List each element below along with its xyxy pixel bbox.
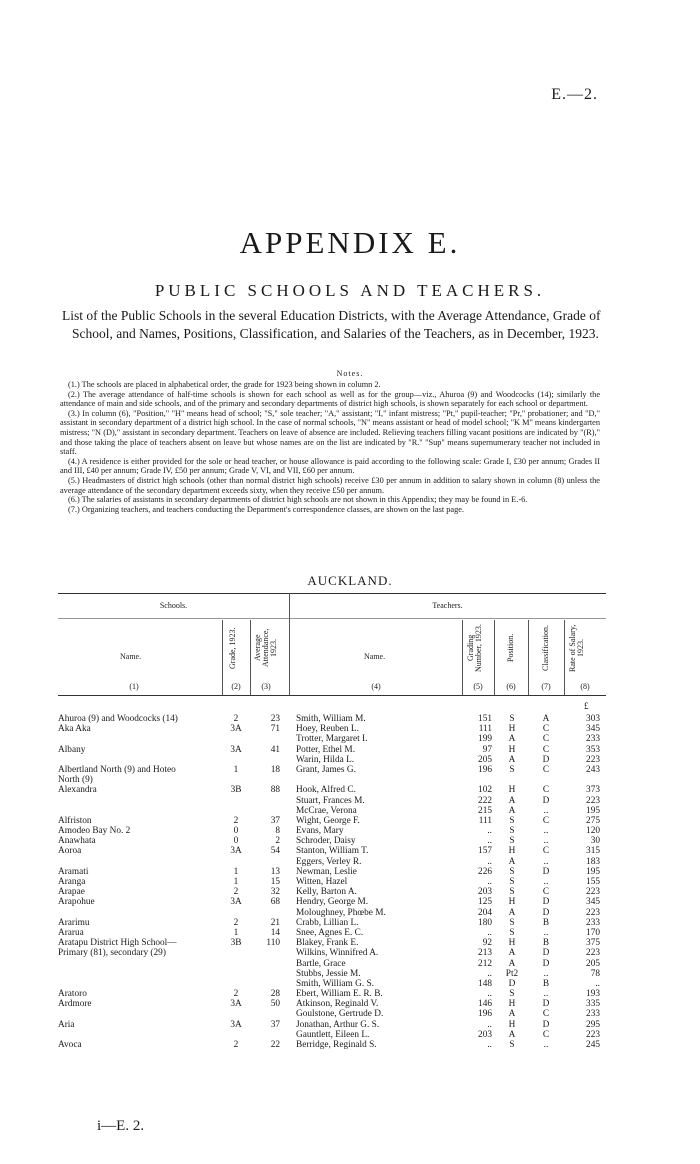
cell-sal: 223 — [586, 795, 600, 806]
cell-cls: D — [542, 754, 550, 765]
cell-grade: 3A — [230, 846, 242, 857]
cell-school: Arapohue — [58, 897, 95, 908]
cell-school: Aria — [58, 1019, 75, 1030]
cell-name: Warin, Hilda L. — [296, 754, 355, 765]
col-divider — [462, 620, 463, 695]
cell-pos: S — [509, 826, 515, 837]
cell-name: Wilkins, Winnifred A. — [296, 948, 379, 959]
cell-gn: 222 — [478, 795, 492, 806]
region-heading: AUCKLAND. — [307, 573, 393, 588]
appendix-subtitle: PUBLIC SCHOOLS AND TEACHERS. — [154, 281, 546, 300]
cell-grade: 2 — [233, 714, 239, 724]
cell-grade: 0 — [233, 836, 239, 847]
cell-cls: C — [542, 724, 550, 735]
table-row — [0, 1040, 700, 1050]
cell-school: Aratapu District High School— — [58, 938, 177, 949]
cell-pos: A — [508, 754, 516, 765]
cell-pos: A — [508, 1009, 516, 1020]
cell-sal: 223 — [586, 887, 600, 898]
cell-grade: 2 — [233, 917, 239, 928]
cell-school: Alfriston — [58, 815, 92, 826]
cell-sal: 295 — [586, 1019, 600, 1030]
cell-cls: .. — [543, 836, 549, 847]
cell-sal: 205 — [586, 958, 600, 969]
cell-name: Evans, Mary — [296, 826, 344, 837]
grading-header: Grading Number, 1923. — [466, 624, 483, 672]
cell-school: Alexandra — [58, 785, 97, 796]
group-rule — [58, 618, 606, 619]
cell-pos: A — [508, 856, 516, 867]
col-number: (6) — [506, 682, 516, 691]
cell-cls: D — [542, 999, 550, 1010]
table-row — [0, 938, 700, 948]
table-row — [0, 1020, 700, 1030]
cell-gn: 203 — [478, 887, 492, 898]
note-item: (6.) The salaries of assistants in secondary departments of district high schools are not shown in this Appendix; they may be found in E.-6. — [68, 495, 528, 505]
cell-pos: A — [508, 907, 516, 918]
table-row — [0, 959, 700, 969]
cell-att: 23 — [270, 714, 280, 724]
table-row — [0, 979, 700, 989]
cell-name: Trotter, Margaret I. — [296, 734, 368, 745]
cell-grade: 2 — [233, 989, 239, 1000]
cell-grade: 0 — [233, 826, 239, 837]
cell-cls: B — [542, 938, 550, 949]
teachers-table-body — [0, 714, 700, 1050]
cell-gn: 111 — [478, 724, 492, 735]
cell-pos: A — [508, 948, 516, 959]
cell-gn: 111 — [478, 815, 492, 826]
cell-gn: 148 — [478, 978, 492, 989]
cell-gn: .. — [487, 877, 492, 887]
position-header: Position. — [506, 633, 515, 663]
cell-school: Aoroa — [58, 846, 82, 857]
cell-att: 68 — [270, 897, 280, 908]
cell-name: Kelly, Barton A. — [296, 887, 357, 898]
cell-pos: S — [509, 764, 515, 775]
cell-gn: 205 — [478, 754, 492, 765]
table-row — [0, 806, 700, 816]
cell-sal: .. — [595, 978, 600, 989]
cell-name: Hendry, George M. — [296, 897, 369, 908]
cell-cls: .. — [543, 989, 549, 1000]
cell-att: 37 — [270, 815, 280, 826]
cell-sal: 30 — [590, 836, 600, 847]
cell-att: 37 — [270, 1019, 280, 1030]
cell-att: 50 — [270, 999, 280, 1010]
cell-sal: 243 — [586, 764, 600, 775]
cell-gn: .. — [487, 826, 492, 837]
cell-name: Smith, William G. S. — [296, 978, 374, 989]
col-divider — [528, 620, 529, 695]
table-row — [0, 765, 700, 775]
cell-cls: C — [542, 1009, 550, 1020]
col-number: (8) — [580, 682, 590, 691]
cell-gn: 204 — [478, 907, 492, 918]
cell-att: 71 — [270, 724, 280, 735]
cell-cls: C — [542, 815, 550, 826]
cell-grade: 1 — [233, 877, 239, 887]
cell-name: Blakey, Frank E. — [296, 938, 359, 949]
cell-name: Moloughney, Phœbe M. — [296, 907, 386, 918]
cell-cls: C — [542, 887, 550, 898]
cell-pos: S — [509, 927, 515, 938]
cell-cls: B — [542, 978, 550, 989]
cell-school: Primary (81), secondary (29) — [58, 948, 166, 959]
table-row — [0, 1009, 700, 1019]
notes-heading: Notes. — [336, 369, 364, 378]
table-row — [0, 816, 700, 826]
cell-gn: 199 — [478, 734, 492, 745]
cell-school: Aramati — [58, 866, 89, 877]
table-row — [0, 846, 700, 856]
cell-cls: .. — [543, 826, 549, 837]
table-row — [0, 887, 700, 897]
cell-name: Ebert, William E. R. B. — [296, 989, 383, 1000]
cell-grade: 2 — [233, 1040, 239, 1050]
cell-cls: D — [542, 1019, 550, 1030]
cell-grade: 3B — [230, 785, 242, 796]
cell-pos: S — [509, 989, 515, 1000]
cell-sal: 170 — [586, 927, 600, 938]
cell-pos: S — [509, 887, 515, 898]
cell-att: 32 — [270, 887, 280, 898]
note-item: (3.) In column (6), "Position," "H" means head of school; "S," sole teacher; "A," assistant; "I," infant mistress; "Pt," pupil-teacher; "Pr," probationer; and "D," assistant in secondary department of a district high school. In the case of normal schools, "N" means assistant or head of model school; "K M" means kindergarten mistress; "N (D)," assistant in secondary department. Teachers on leave of absence are included. Relieving teachers filling vacant positions are indicated by "(R)," and those taking the place of teachers absent on leave but whose names are on the list are indicated by "R." "Sup" means supernumerary teacher not included in staff. — [60, 408, 600, 457]
salary-header: Rate of Salary, 1923. — [568, 624, 585, 672]
cell-name: Stuart, Frances M. — [296, 795, 365, 806]
table-row — [0, 755, 700, 765]
cell-pos: S — [509, 866, 515, 877]
cell-school: Ahuroa (9) and Woodcocks (14) — [58, 714, 178, 724]
cell-att: 28 — [270, 989, 280, 1000]
cell-name: Hoey, Reuben L. — [296, 724, 359, 735]
cell-cls: .. — [543, 877, 549, 887]
teachers-group-header: Teachers. — [432, 601, 463, 610]
cell-name: Snee, Agnes E. C. — [296, 927, 364, 938]
cell-gn: 102 — [478, 785, 492, 796]
table-row — [0, 969, 700, 979]
cell-pos: H — [508, 785, 516, 796]
cell-cls: C — [542, 1029, 550, 1040]
cell-school: Ardmore — [58, 999, 92, 1010]
intro-paragraph: List of the Public Schools in the several Education Districts, with the Average Attendance, Grade of School, and Names, Positions, Classification, and Salaries of the Teachers, as in December, 1923. — [62, 308, 601, 341]
cell-sal: 345 — [586, 897, 600, 908]
col-number: (7) — [541, 682, 551, 691]
cell-gn: .. — [487, 836, 492, 847]
cell-cls: D — [542, 897, 550, 908]
cell-name: Smith, William M. — [296, 714, 366, 724]
cell-school: Albany — [58, 744, 86, 755]
cell-name: Eggers, Verley R. — [296, 856, 362, 867]
cell-grade: 3A — [230, 744, 242, 755]
cell-sal: 120 — [586, 826, 600, 837]
cell-sal: 353 — [586, 744, 600, 755]
cell-att: 21 — [270, 917, 280, 928]
table-row — [0, 857, 700, 867]
cell-cls: D — [542, 795, 550, 806]
cell-cls: C — [542, 785, 550, 796]
col-divider — [222, 620, 223, 695]
page-reference: E.—2. — [551, 86, 598, 103]
cell-sal: 193 — [586, 989, 600, 1000]
cell-sal: 233 — [586, 917, 600, 928]
cell-school: Ararua — [58, 927, 84, 938]
cell-sal: 223 — [586, 948, 600, 959]
cell-pos: S — [509, 714, 515, 724]
table-row — [0, 1030, 700, 1040]
table-row — [0, 714, 700, 724]
cell-pos: S — [509, 836, 515, 847]
cell-sal: 183 — [586, 856, 600, 867]
grade-header: Grade, 1923. — [228, 627, 237, 669]
cell-sal: 223 — [586, 1029, 600, 1040]
cell-school: Aranga — [58, 877, 86, 887]
cell-grade: 2 — [233, 815, 239, 826]
currency-symbol: £ — [584, 701, 589, 711]
cell-att: 15 — [270, 877, 280, 887]
table-row — [0, 948, 700, 958]
table-row — [0, 745, 700, 755]
cell-cls: B — [542, 917, 550, 928]
cell-att: 2 — [275, 836, 280, 847]
cell-gn: 196 — [478, 1009, 492, 1020]
cell-grade: 1 — [233, 866, 239, 877]
cell-school: Albertland North (9) and Hoteo — [58, 764, 176, 775]
cell-name: Bartle, Grace — [296, 958, 346, 969]
cell-school: Anawhata — [58, 836, 96, 847]
cell-gn: .. — [487, 968, 492, 979]
cell-cls: D — [542, 958, 550, 969]
cell-cls: C — [542, 744, 550, 755]
cell-name: Atkinson, Reginald V. — [296, 999, 379, 1010]
cell-name: Jonathan, Arthur G. S. — [296, 1019, 380, 1030]
table-row — [0, 775, 700, 785]
cell-gn: 151 — [478, 714, 492, 724]
cell-cls: .. — [543, 1040, 549, 1050]
cell-gn: .. — [487, 989, 492, 1000]
col-number: (1) — [129, 682, 139, 691]
cell-grade: 3A — [230, 999, 242, 1010]
cell-name: Hook, Alfred C. — [296, 785, 356, 796]
cell-pos: H — [508, 1019, 516, 1030]
cell-sal: 223 — [586, 754, 600, 765]
cell-grade: 3A — [230, 1019, 242, 1030]
table-row — [0, 908, 700, 918]
cell-pos: S — [509, 1040, 515, 1050]
cell-pos: S — [509, 815, 515, 826]
cell-pos: A — [508, 1029, 516, 1040]
note-item: (1.) The schools are placed in alphabetical order, the grade for 1923 being shown in column 2. — [68, 380, 381, 389]
cell-cls: A — [542, 714, 550, 724]
cell-att: 88 — [270, 785, 280, 796]
cell-name: Berridge, Reginald S. — [296, 1040, 377, 1050]
cell-gn: 226 — [478, 866, 492, 877]
col-divider — [250, 620, 251, 695]
cell-pos: A — [508, 958, 516, 969]
cell-cls: C — [542, 734, 550, 745]
cell-gn: 196 — [478, 764, 492, 775]
cell-name: Newman, Leslie — [296, 866, 357, 877]
cell-grade: 3B — [230, 938, 242, 949]
cell-sal: 245 — [586, 1040, 600, 1050]
cell-sal: 233 — [586, 1009, 600, 1020]
cell-cls: D — [542, 866, 550, 877]
cell-gn: 157 — [478, 846, 492, 857]
cell-pos: Pt2 — [505, 968, 519, 979]
cell-name: Gauntlett, Eileen L. — [296, 1029, 370, 1040]
cell-sal: 345 — [586, 724, 600, 735]
cell-att: 14 — [270, 927, 280, 938]
appendix-title: APPENDIX E. — [239, 225, 461, 260]
note-item: (7.) Organizing teachers, and teachers conducting the Department's correspondence classes, are shown on the last page. — [68, 504, 464, 514]
cell-sal: 195 — [586, 866, 600, 877]
table-row — [0, 897, 700, 907]
note-item: (4.) A residence is either provided for the sole or head teacher, or house allowance is paid according to the following scale: Grade I, £30 per annum; Grades II and III, £40 per annum; Grade IV, £50 per annum; Grade V, VI, and VII, £60 per annum. — [60, 456, 600, 476]
cell-cls: .. — [543, 927, 549, 938]
cell-pos: A — [508, 805, 516, 816]
school-name-header: Name. — [120, 652, 142, 661]
table-row — [0, 734, 700, 744]
cell-name: Goulstone, Gertrude D. — [296, 1009, 384, 1020]
cell-att: 22 — [270, 1040, 280, 1050]
header-bottom-rule — [58, 695, 606, 696]
note-item: (2.) The average attendance of half-time schools is shown for each school as well as for the group—viz., Ahuroa (9) and Woodcocks (14); similarly the attendance of main and side schools, and of the primary and secondary departments of district high schools, is shown separately for each school or department. — [60, 389, 600, 409]
cell-att: 18 — [270, 764, 280, 775]
cell-grade: 3A — [230, 724, 242, 735]
cell-name: Witten, Hazel — [296, 877, 348, 887]
cell-pos: A — [508, 734, 516, 745]
cell-cls: D — [542, 907, 550, 918]
cell-sal: 375 — [586, 938, 600, 949]
cell-pos: H — [508, 999, 516, 1010]
cell-att: 8 — [275, 826, 280, 837]
cell-cls: C — [542, 846, 550, 857]
cell-cls: D — [542, 948, 550, 959]
cell-pos: H — [508, 744, 516, 755]
cell-gn: 125 — [478, 897, 492, 908]
col-divider — [564, 620, 565, 695]
cell-pos: H — [508, 724, 516, 735]
notes-list — [60, 380, 600, 514]
cell-sal: 335 — [586, 999, 600, 1010]
cell-gn: 215 — [478, 805, 492, 816]
cell-grade: 1 — [233, 927, 239, 938]
cell-pos: H — [508, 897, 516, 908]
cell-pos: D — [508, 978, 516, 989]
cell-gn: .. — [487, 927, 492, 938]
table-row — [0, 877, 700, 887]
table-row — [0, 989, 700, 999]
table-row — [0, 796, 700, 806]
cell-school: Aka Aka — [58, 724, 91, 735]
cell-cls: C — [542, 764, 550, 775]
cell-grade: 3A — [230, 897, 242, 908]
cell-cls: .. — [543, 805, 549, 816]
schools-group-header: Schools. — [159, 601, 188, 610]
table-top-rule — [58, 593, 606, 594]
cell-name: Potter, Ethel M. — [296, 744, 356, 755]
teacher-name-header: Name. — [364, 652, 386, 661]
classification-header: Classification. — [541, 625, 550, 671]
col-number: (3) — [261, 682, 271, 691]
cell-school: Ararimu — [58, 917, 90, 928]
col-number: (4) — [371, 682, 381, 691]
cell-gn: .. — [487, 1019, 492, 1030]
cell-school: Avoca — [58, 1040, 82, 1050]
col-number: (5) — [473, 682, 483, 691]
table-row — [0, 918, 700, 928]
cell-grade: 2 — [233, 887, 239, 898]
cell-sal: 275 — [586, 815, 600, 826]
cell-sal: 78 — [590, 968, 600, 979]
cell-grade: 1 — [233, 764, 239, 775]
table-row — [0, 836, 700, 846]
cell-pos: S — [509, 877, 515, 887]
cell-name: McCrae, Verona — [296, 805, 357, 816]
cell-sal: 303 — [586, 714, 600, 724]
cell-name: Wight, George F. — [296, 815, 360, 826]
cell-sal: 373 — [586, 785, 600, 796]
cell-gn: 180 — [478, 917, 492, 928]
table-row — [0, 785, 700, 795]
cell-school: Aratoro — [58, 989, 87, 1000]
col-divider — [494, 620, 495, 695]
table-row — [0, 999, 700, 1009]
cell-gn: 203 — [478, 1029, 492, 1040]
cell-gn: 92 — [482, 938, 492, 949]
cell-sal: 233 — [586, 734, 600, 745]
cell-pos: H — [508, 938, 516, 949]
cell-att: 54 — [270, 846, 280, 857]
cell-school: North (9) — [58, 775, 93, 786]
cell-pos: A — [508, 795, 516, 806]
page-footer: i—E. 2. — [97, 1118, 145, 1134]
cell-name: Stanton, William T. — [296, 846, 369, 857]
cell-sal: 223 — [586, 907, 600, 918]
cell-gn: 212 — [478, 958, 492, 969]
cell-sal: 315 — [586, 846, 600, 857]
cell-att: 110 — [266, 938, 280, 949]
cell-gn: .. — [487, 1040, 492, 1050]
cell-school: Amodeo Bay No. 2 — [58, 826, 131, 837]
note-item: (5.) Headmasters of district high schools (other than normal district high schools) receive £30 per annum in addition to salary shown in column (8) unless the average attendance of the secondary department exceeds sixty, when they receive £50 per annum. — [60, 475, 600, 495]
cell-gn: .. — [487, 856, 492, 867]
cell-cls: .. — [543, 968, 549, 979]
table-row — [0, 724, 700, 734]
cell-name: Grant, James G. — [296, 764, 356, 775]
cell-name: Schroder, Daisy — [296, 836, 356, 847]
cell-gn: 97 — [482, 744, 492, 755]
cell-pos: S — [509, 917, 515, 928]
table-row — [0, 867, 700, 877]
cell-gn: 146 — [478, 999, 492, 1010]
col-number: (2) — [231, 682, 241, 691]
table-row — [0, 826, 700, 836]
cell-name: Crabb, Lillian L. — [296, 917, 359, 928]
table-row — [0, 928, 700, 938]
cell-sal: 195 — [586, 805, 600, 816]
cell-cls: .. — [543, 856, 549, 867]
cell-school: Arapae — [58, 887, 85, 898]
attendance-header: Average Attendance, 1923. — [253, 628, 278, 668]
cell-att: 41 — [270, 744, 280, 755]
cell-name: Stubbs, Jessie M. — [296, 968, 361, 979]
cell-sal: 155 — [586, 877, 600, 887]
cell-att: 13 — [270, 866, 280, 877]
cell-gn: 213 — [478, 948, 492, 959]
cell-pos: H — [508, 846, 516, 857]
